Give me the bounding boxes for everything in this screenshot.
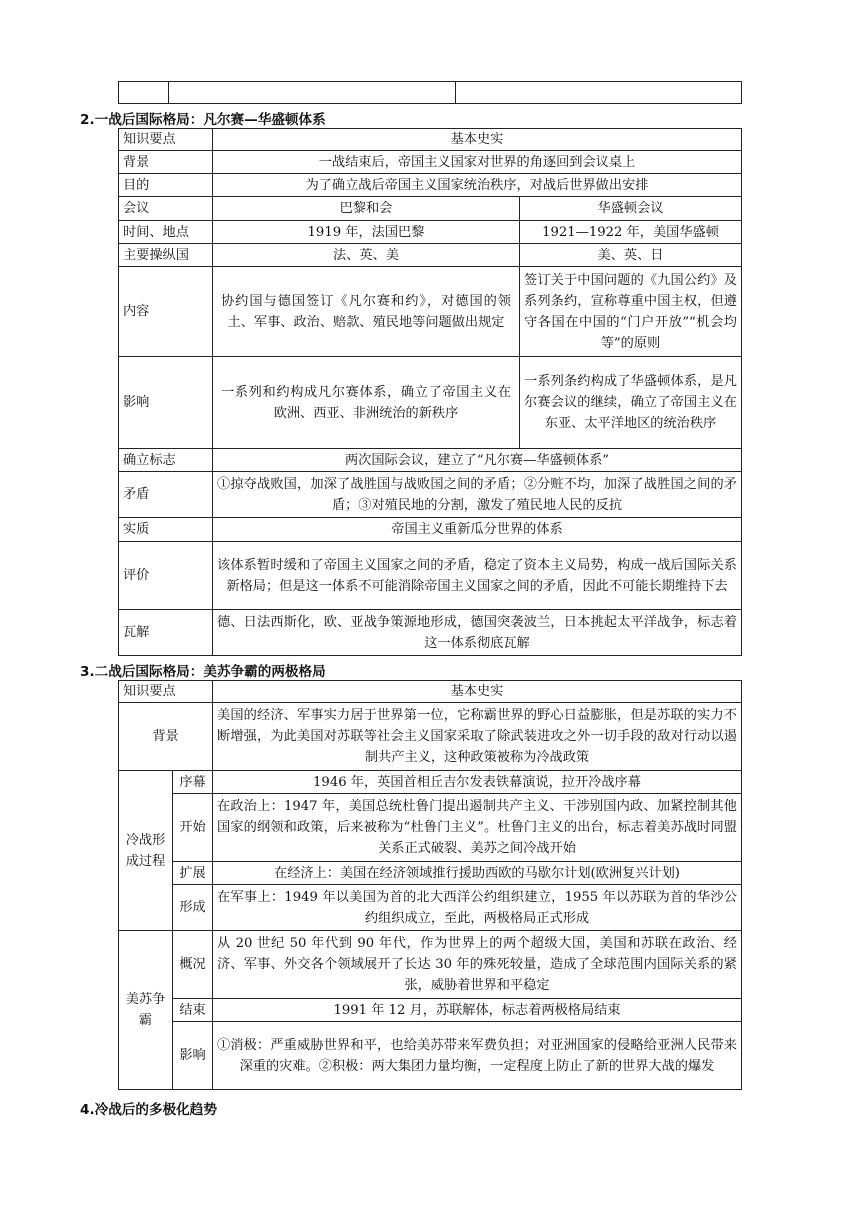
row-label-collapse: 瓦解	[119, 610, 213, 656]
row-label-conflict: 矛盾	[119, 472, 213, 518]
goal-text: 为了确立战后帝国主义国家统治秩序，对战后世界做出安排	[213, 174, 742, 197]
previous-table-fragment	[118, 81, 742, 104]
row-label-background: 背景	[119, 703, 213, 771]
row-label-effect: 影响	[173, 1022, 213, 1090]
versailles-washington-table	[118, 128, 742, 656]
empty-cell	[456, 82, 742, 104]
paris-conference: 巴黎和会	[213, 197, 520, 221]
background-text: 一战结束后，帝国主义国家对世界的角逐回到会议桌上	[213, 151, 742, 174]
expand-text: 在经济上：美国在经济领域推行援助西欧的马歇尔计划(欧洲复兴计划)	[213, 862, 742, 885]
row-label-meeting: 会议	[119, 197, 213, 221]
essence-text: 帝国主义重新瓜分世界的体系	[213, 518, 742, 542]
end-text: 1991 年 12 月，苏联解体，标志着两极格局结束	[213, 999, 742, 1022]
row-label-essence: 实质	[119, 518, 213, 542]
form-text: 在军事上：1949 年以美国为首的北大西洋公约组织建立，1955 年以苏联为首的华沙公约组织成立，至此，两极格局正式形成	[213, 885, 742, 931]
collapse-text: 德、日法西斯化，欧、亚战争策源地形成，德国突袭波兰，日本挑起太平洋战争，标志着这一体系彻底瓦解	[213, 610, 742, 656]
washington-controllers: 美、英、日	[520, 244, 742, 267]
effect-text: ①消极：严重威胁世界和平，也给美苏带来军费负担；对亚洲国家的侵略给亚洲人民带来深重的灾难。②积极：两大集团力量均衡，一定程度上防止了新的世界大战的爆发	[213, 1022, 742, 1090]
row-label-sign: 确立标志	[119, 449, 213, 472]
sign-text: 两次国际会议，建立了“凡尔赛—华盛顿体系”	[213, 449, 742, 472]
row-label-form: 形成	[173, 885, 213, 931]
header-key: 知识要点	[119, 681, 213, 703]
section-3-heading: 3.二战后国际格局：美苏争霸的两极格局	[80, 664, 326, 680]
row-label-expand: 扩展	[173, 862, 213, 885]
row-label-content: 内容	[119, 267, 213, 357]
row-label-end: 结束	[173, 999, 213, 1022]
header-value: 基本史实	[213, 681, 742, 703]
washington-conference: 华盛顿会议	[520, 197, 742, 221]
conflict-text: ①掠夺战败国，加深了战胜国与战败国之间的矛盾；②分赃不均，加深了战胜国之间的矛盾；③对殖民地的分割，激发了殖民地人民的反抗	[213, 472, 742, 518]
paris-controllers: 法、英、美	[213, 244, 520, 267]
section-4-heading: 4.冷战后的多极化趋势	[80, 1102, 217, 1118]
row-label-goal: 目的	[119, 174, 213, 197]
bipolar-pattern-table	[118, 680, 742, 1090]
row-label-start: 开始	[173, 794, 213, 862]
paris-impact: 一系列和约构成凡尔赛体系，确立了帝国主义在欧洲、西亚、非洲统治的新秩序	[213, 357, 520, 449]
evaluation-text: 该体系暂时缓和了帝国主义国家之间的矛盾，稳定了资本主义局势，构成一战后国际关系新格局；但是这一体系不可能消除帝国主义国家之间的矛盾，因此不可能长期维持下去	[213, 542, 742, 610]
row-label-impact: 影响	[119, 357, 213, 449]
section-2-heading: 2.一战后国际格局：凡尔赛—华盛顿体系	[80, 112, 326, 128]
header-value: 基本史实	[213, 129, 742, 151]
row-label-background: 背景	[119, 151, 213, 174]
row-label-time-place: 时间、地点	[119, 221, 213, 244]
group-label-us-soviet-rivalry: 美苏争霸	[119, 931, 173, 1090]
overview-text: 从 20 世纪 50 年代到 90 年代，作为世界上的两个超级大国，美国和苏联在政治、经济、军事、外交各个领域展开了长达 30 年的殊死较量，造成了全球范围内国际关系的紧张，威胁着世界和平稳定	[213, 931, 742, 999]
washington-content: 签订关于中国问题的《九国公约》及系列条约，宣称尊重中国主权，但遵守各国在中国的“门户开放”“机会均等”的原则	[520, 267, 742, 357]
empty-cell	[169, 82, 456, 104]
paris-time-place: 1919 年，法国巴黎	[213, 221, 520, 244]
start-text: 在政治上：1947 年，美国总统杜鲁门提出遏制共产主义、干涉别国内政、加紧控制其他国家的纲领和政策，后来被称为“杜鲁门主义”。杜鲁门主义的出台，标志着美苏战时同盟关系正式破裂、美苏之间冷战开始	[213, 794, 742, 862]
washington-time-place: 1921—1922 年，美国华盛顿	[520, 221, 742, 244]
empty-cell	[119, 82, 169, 104]
prelude-text: 1946 年，英国首相丘吉尔发表铁幕演说，拉开冷战序幕	[213, 771, 742, 794]
row-label-overview: 概况	[173, 931, 213, 999]
washington-impact: 一系列条约构成了华盛顿体系，是凡尔赛会议的继续，确立了帝国主义在东亚、太平洋地区的统治秩序	[520, 357, 742, 449]
background-text: 美国的经济、军事实力居于世界第一位，它称霸世界的野心日益膨胀，但是苏联的实力不断增强，为此美国对苏联等社会主义国家采取了除武装进攻之外一切手段的敌对行动以遏制共产主义，这种政策被称为冷战政策	[213, 703, 742, 771]
paris-content: 协约国与德国签订《凡尔赛和约》，对德国的领土、军事、政治、赔款、殖民地等问题做出规定	[213, 267, 520, 357]
row-label-controllers: 主要操纵国	[119, 244, 213, 267]
group-label-cold-war-formation: 冷战形成过程	[119, 771, 173, 931]
header-key: 知识要点	[119, 129, 213, 151]
row-label-evaluation: 评价	[119, 542, 213, 610]
row-label-prelude: 序幕	[173, 771, 213, 794]
